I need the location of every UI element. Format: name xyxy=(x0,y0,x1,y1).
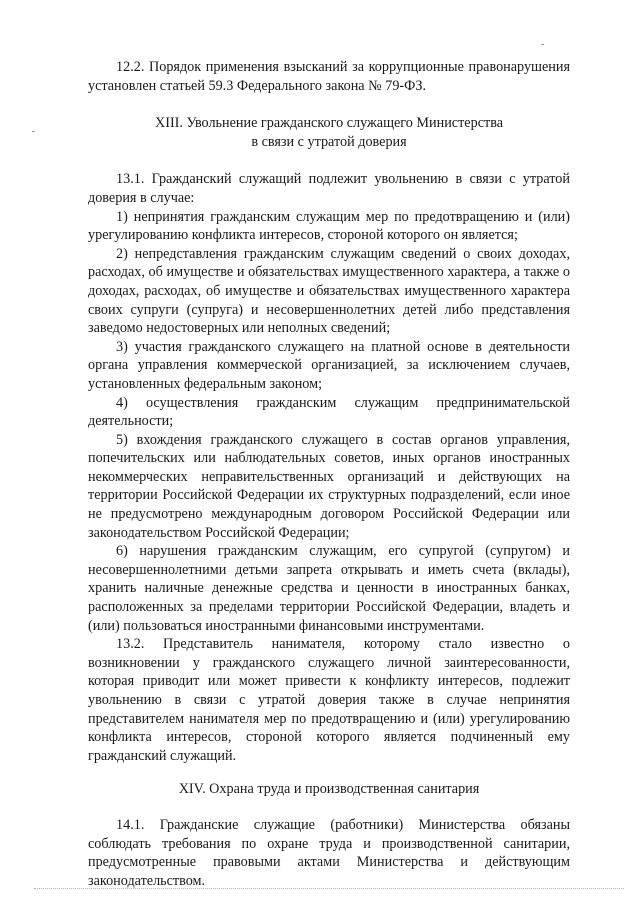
list-item: 3) участия гражданского служащего на платной основе в деятельности органа управления коммерческой организацией, за исключением случаев, установленных федеральным законом; xyxy=(88,338,570,392)
section-13-heading-line-1: XIII. Увольнение гражданского служащего Министерства xyxy=(154,115,504,132)
scan-edge-line xyxy=(34,888,624,889)
section-13-heading-line-2: в связи с утратой доверия xyxy=(251,133,407,150)
scan-speck xyxy=(32,131,35,132)
list-item: 2) непредставления гражданским служащим сведений о своих доходах, расходах, об имуществе и обязательствах имущественного характера, а также о доходах, расходах, об имуществе и обязательствах имущественного характера своих супруги (супруга) и несовершеннолетних детей либо представления заведомо недостоверных или неполных сведений; xyxy=(88,245,570,337)
list-item: 6) нарушения гражданским служащим, его супругой (супругом) и несовершеннолетними детьми запрета открывать и иметь счета (вклады), хранить наличные денежные средства и ценности в иностранных банках, расположенных за пределами территории Российской Федерации, владеть и (или) пользоваться иностранными финансовыми инструментами. xyxy=(88,543,570,634)
paragraph-14-1: 14.1. Гражданские служащие (работники) Министерства обязаны соблюдать требования по охране труда и производственной санитарии, предусмотренные правовыми актами Министерства и действующим законодательством. xyxy=(88,816,570,889)
paragraph-12-2: 12.2. Порядок применения взысканий за коррупционные правонарушения установлен статьей 59.3 Федерального закона № 79-ФЗ. xyxy=(88,59,570,94)
list-item: 4) осуществления гражданским служащим предпринимательской деятельности; xyxy=(88,394,570,430)
scan-speck xyxy=(541,44,544,45)
paragraph-13-1: 13.1. Гражданский служащий подлежит увольнению в связи с утратой доверия в случае: xyxy=(88,171,570,206)
section-14-heading: XIV. Охрана труда и производственная санитария xyxy=(178,781,480,798)
section-13-heading xyxy=(88,114,570,151)
paragraph-13-2: 13.2. Представитель нанимателя, которому стало известно о возникновении у гражданского служащего личной заинтересованности, которая приводит или может привести к конфликту интересов, подлежит увольнению в связи с утратой доверия также в случае непринятия представителем нанимателя мер по предотвращению и (или) урегулированию конфликта интересов, стороной которого является подчиненный ему гражданский служащий. xyxy=(88,636,570,764)
list-item: 5) вхождения гражданского служащего в состав органов управления, попечительских или наблюдательных советов, иных органов иностранных некоммерческих неправительственных организаций и действующих на территории Российской Федерации их структурных подразделений, если иное не предусмотрено международным договором Российской Федерации или законодательством Российской Федерации; xyxy=(88,431,570,541)
document-page xyxy=(88,58,570,890)
list-item: 1) непринятия гражданским служащим мер по предотвращению и (или) урегулированию конфликта интересов, стороной которого он является; xyxy=(88,208,570,244)
